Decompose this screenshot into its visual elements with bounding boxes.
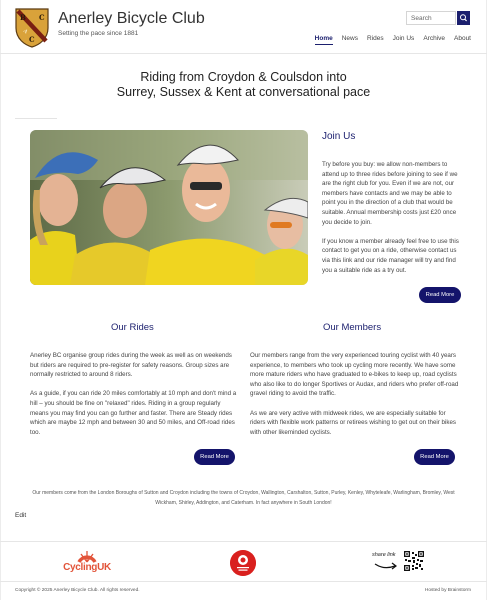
search-button[interactable] xyxy=(457,11,470,25)
rides-heading: Our Rides xyxy=(111,322,154,333)
qr-code-icon[interactable] xyxy=(404,551,424,571)
site-title[interactable]: Anerley Bicycle Club xyxy=(58,10,205,27)
members-read-more-button[interactable]: Read More xyxy=(414,449,455,465)
partner-logos xyxy=(0,541,487,581)
logo-letter-c-bottom: C xyxy=(29,35,35,44)
nav-about[interactable]: About xyxy=(454,35,471,42)
copyright-text: Copyright © 2025 Anerley Bicycle Club. All rights reserved. xyxy=(15,588,140,593)
search-input[interactable] xyxy=(406,11,456,25)
nav-home[interactable]: Home xyxy=(315,35,333,45)
rides-paragraph-2: As a guide, if you can ride 20 miles comfortably at 10 mph and don't mind a hill – you should be fine on "relaxed" rides. Riding in a group regularly means you may find you can go further and faster. There are Steady rides which are maybe 12 mph and between 30 and 50 miles, and Off-road rides too. xyxy=(30,390,237,436)
join-read-more-button[interactable]: Read More xyxy=(419,287,461,303)
join-heading: Join Us xyxy=(322,131,356,142)
join-text xyxy=(322,160,462,275)
red-club-badge-icon[interactable] xyxy=(230,550,256,576)
hosted-by-link[interactable]: Hosted by Brainstorm xyxy=(424,588,471,593)
main-nav xyxy=(315,35,471,45)
logo-letter-a: A xyxy=(21,28,29,36)
join-paragraph-1: Try before you buy: we allow non-members to attend up to three rides before joining to see if we are the right club for you. Even if we are not, our members have contacts and we may be able to point you in the direction of a club that would be suitable. Annual membership costs just £20 once you decide to join. xyxy=(322,161,458,226)
hero-line-1: Riding from Croydon & Coulsdon into xyxy=(140,70,347,84)
nav-join-us[interactable]: Join Us xyxy=(392,35,415,42)
logo-letter-c-top: C xyxy=(39,13,45,22)
hero-line-2: Surrey, Sussex & Kent at conversational pace xyxy=(116,85,371,99)
logo-letter-b: B xyxy=(20,13,26,22)
site-header xyxy=(0,0,487,54)
rides-paragraph-1: Anerley BC organise group rides during the week as well as on weekends but riders are required to pre-register for safety reasons. Group sizes are normally restricted to around 8 riders. xyxy=(30,352,232,379)
nav-archive[interactable]: Archive xyxy=(423,35,445,42)
search-icon xyxy=(457,11,470,25)
bottom-bar xyxy=(0,581,487,600)
share-link-label: share link xyxy=(372,552,396,558)
site-tagline: Setting the pace since 1881 xyxy=(58,30,139,37)
club-shield-logo[interactable] xyxy=(15,8,49,48)
rides-read-more-button[interactable]: Read More xyxy=(194,449,235,465)
nav-rides[interactable]: Rides xyxy=(367,35,384,42)
cycling-uk-logo[interactable] xyxy=(57,549,117,577)
divider xyxy=(15,118,57,119)
cycling-uk-wheel-icon xyxy=(57,549,117,563)
members-text xyxy=(250,351,460,437)
hero-heading xyxy=(0,70,487,100)
cycling-uk-text: CyclingUK xyxy=(63,562,111,573)
rides-text xyxy=(30,351,240,437)
members-paragraph-2: As we are very active with midweek rides, we are especially suitable for riders with flexible work patterns or retirees wishing to get out on their bikes with other likeminded cyclists. xyxy=(250,409,457,436)
members-heading: Our Members xyxy=(323,322,382,333)
boroughs-note: Our members come from the London Boroughs of Sutton and Croydon including the towns of Croydon, Wallington, Carshalton, Sutton, Purley, Kenley, Whyteleafe, Warlingham, Bromley, West Wickham, Shirley, Addington, and Caterham. In fact anywhere in South London! xyxy=(32,490,455,506)
nav-news[interactable]: News xyxy=(341,35,358,42)
join-paragraph-2: If you know a member already feel free to use this contact to get you on a ride, otherwise contact us via this link and our ride manager will try and find you a suitable ride as a try out. xyxy=(322,237,459,274)
members-paragraph-1: Our members range from the very experienced touring cyclist with 40 years experience, to members who took up cycling more recently. We have some more mature riders who have graduated to e-bikes to keep up, road cyclists who also like to do longer Sportives or Audax, and riders who prefer off-road gravel riding to avoid the traffic. xyxy=(250,352,459,398)
arrow-icon xyxy=(374,561,398,571)
cyclists-photo xyxy=(30,130,308,285)
edit-link[interactable]: Edit xyxy=(15,512,27,519)
